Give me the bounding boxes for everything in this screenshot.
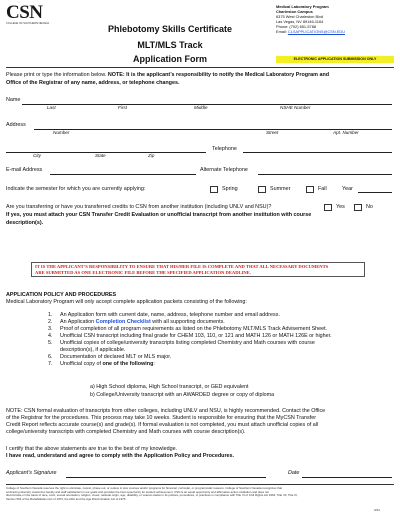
date-input-line[interactable] <box>302 477 392 478</box>
address-sub-apt: Apt. Number <box>333 130 359 135</box>
address-sub-number: Number <box>53 130 70 135</box>
year-label: Year <box>342 186 353 192</box>
policy-item-2-post: with all supporting documents. <box>150 319 225 325</box>
summer-checkbox[interactable] <box>258 186 266 193</box>
electronic-submission-banner: ELECTRONIC APPLICATION SUBMISSION ONLY <box>276 56 394 63</box>
alt-phone-input-line[interactable] <box>258 174 392 175</box>
contact-address-1: 6375 West Charleston Blvd <box>276 14 324 19</box>
name-sub-last: Last <box>47 105 56 110</box>
transfer-note-2: description(s). <box>6 220 44 226</box>
city-sub: City <box>33 153 41 158</box>
name-sub-first: First <box>118 105 127 110</box>
header-divider <box>6 67 394 68</box>
policy-note-1: NOTE: CSN formal evaluation of transcripts from other colleges, including UNLV and NSU, is highly recommended. Contact the Office <box>6 408 326 414</box>
year-input-line[interactable] <box>358 192 392 193</box>
policy-item-3: Proof of completion of all program requirements as listed on the Phlebotomy MLT/MLS Track Advisement Sheet. <box>60 326 328 332</box>
fall-label: Fall <box>318 186 327 192</box>
intro-line-1 <box>6 72 396 79</box>
signature-input-line[interactable] <box>66 477 266 478</box>
email-label: E-mail Address <box>6 167 43 173</box>
spring-label: Spring <box>222 186 238 192</box>
transfer-note-1: If yes, you must attach your CSN Transfer Credit Evaluation or unofficial transcript from another institution with course <box>6 212 312 218</box>
policy-item-7-bold: one of the following <box>102 361 154 367</box>
telephone-input-line[interactable] <box>243 152 392 153</box>
policy-item-7-num: 7. <box>48 361 53 367</box>
contact-email-link[interactable]: CLSAPPLICATIONS@CSN.EDU <box>287 29 345 34</box>
warning-line-1: IT IS THE APPLICANT’S RESPONSIBILITY TO ENSURE THAT HIS/HER FILE IS COMPLETE AND THAT ALL NECESSARY DOCUMENTS <box>35 264 329 269</box>
name-sub-middle: Middle <box>194 105 208 110</box>
form-title-line-1: Phlebotomy Skills Certificate <box>107 24 233 34</box>
address-label: Address <box>6 122 26 128</box>
contact-phone: Phone: (702) 651-5788 <box>276 24 317 29</box>
policy-heading: APPLICATION POLICY AND PROCEDURES <box>6 292 117 298</box>
zip-sub: Zip <box>148 153 155 158</box>
policy-item-4: Unofficial CSN transcript including final grade for CHEM 103, 110, or 121 and MATH 126 or MATH 126E or higher. <box>60 333 332 339</box>
name-sub-nshe: NSHE Number <box>280 105 311 110</box>
email-input-line[interactable] <box>50 174 196 175</box>
responsibility-warning-box <box>31 262 365 277</box>
address-sub-street: Street <box>266 130 279 135</box>
warning-line-2: ARE SUBMITTED AS ONE ELECTRONIC FILE BEFORE THE SPECIFIED APPLICATION DEADLINE. <box>35 270 251 275</box>
date-label: Date <box>288 470 300 476</box>
certify-agreement: I have read, understand and agree to comply with the Application Policy and Procedures. <box>6 453 235 459</box>
completion-checklist-link[interactable]: Completion Checklist <box>95 319 151 325</box>
policy-note-3: Credit Report reflects accurate course(s) and grade(s). If formal evaluation is not completed, you must attach unofficial copies of all <box>6 422 319 428</box>
alt-phone-label: Alternate Telephone <box>200 167 248 173</box>
policy-item-7 <box>60 361 396 368</box>
policy-note-2: of the Registrar for the procedures. This process may take 10 weeks. Student is responsible for ensuring that the MyCSN Transfer <box>6 415 317 421</box>
transfer-no-label: No <box>366 204 373 210</box>
csn-logo <box>6 4 52 48</box>
policy-item-2-num: 2. <box>48 319 53 325</box>
intro-plain: Please print or type the information below. <box>6 72 107 78</box>
policy-sub-a: a) High School diploma, High School transcript, or GED equivalent <box>90 384 249 390</box>
telephone-label: Telephone <box>212 146 237 152</box>
policy-sub-b: b) College/University transcript with an AWARDED degree or copy of diploma <box>90 392 275 398</box>
policy-item-5-cont: description(s), if applicable. <box>60 347 126 353</box>
certify-statement: I certify that the above statements are true to the best of my knowledge. <box>6 446 178 452</box>
transfer-yes-label: Yes <box>336 204 345 210</box>
intro-line-2: Office of the Registrar of any name, address, or telephone changes. <box>6 80 180 86</box>
form-title-line-2: MLT/MLS Track <box>137 40 203 50</box>
footer-disclaimer <box>6 487 391 501</box>
footer-line-1: College of Southern Nevada reserves the right to eliminate, cancel, phase out, or reduce in size courses and/or programs for financial, curricular, or programmatic reasons. College of Southern Nevada recognizes that <box>6 486 283 490</box>
footer-divider <box>6 484 394 485</box>
contact-campus: Charleston Campus <box>276 9 313 14</box>
contact-email-row <box>276 29 396 34</box>
policy-item-5-num: 5. <box>48 340 53 346</box>
footer-line-2: embracing diversity maximizes faculty and staff satisfaction in our goals and provides the best opportunity for student achievement. CSN is an equal opportunity and affirmative action institution and does not <box>6 489 269 494</box>
policy-item-2-pre: An Application <box>60 319 96 325</box>
contact-block <box>276 4 396 34</box>
logo-text: CSN <box>6 2 43 23</box>
policy-item-6: Documentation of declared MLT or MLS major. <box>60 354 172 360</box>
policy-item-4-num: 4. <box>48 333 53 339</box>
policy-item-6-num: 6. <box>48 354 53 360</box>
contact-address-2: Las Vegas, NV 89146-1164 <box>276 19 324 24</box>
contact-program: Medical Laboratory Program <box>276 4 329 9</box>
footer-line-4: Section 504 of the Rehabilitation Act of 1973, the ADA and the Age Discrimination Act of 1975. <box>6 496 127 501</box>
policy-note-4: college/university transcripts with completed Chemistry and Math courses with course description(s). <box>6 429 246 435</box>
policy-item-1: An Application form with current date, name, address, telephone number and email address. <box>60 312 280 318</box>
form-title-line-3: Application Form <box>133 54 207 64</box>
transfer-yes-checkbox[interactable] <box>324 204 332 211</box>
state-sub: State <box>95 153 106 158</box>
policy-item-7-post: : <box>153 361 155 367</box>
policy-item-1-num: 1. <box>48 312 53 318</box>
policy-intro: Medical Laboratory Program will only accept complete application packets consisting of the following: <box>6 299 247 305</box>
contact-email-label: Email: <box>276 29 287 34</box>
transfer-question: Are you transferring or have you transferred credits to CSN from another institution (including UNLV and NSU)? <box>6 204 272 210</box>
spring-checkbox[interactable] <box>210 186 218 193</box>
footer-line-3: discriminate on the basis of race, color, sexual orientation, religion, creed, national origin, age, disability, or veteran status in its policies, procedures, or practices in compliance with Title VI of Civil Rights Act 1964, Title VII, Title IX, <box>6 493 298 498</box>
policy-item-3-num: 3. <box>48 326 53 332</box>
policy-item-5: Unofficial copies of college/university transcripts listing completed Chemistry and Math courses with course <box>60 340 315 346</box>
summer-label: Summer <box>270 186 291 192</box>
name-label: Name <box>6 97 21 103</box>
transfer-no-checkbox[interactable] <box>354 204 362 211</box>
signature-label: Applicant’s Signature <box>6 470 57 476</box>
version-date: 3/24 <box>374 508 380 512</box>
intro-bold-1: NOTE: It is the applicant’s responsibility to notify the Medical Laboratory Program and <box>107 72 330 78</box>
logo-subtext: COLLEGE OF SOUTHERN NEVADA <box>6 22 50 25</box>
semester-question: Indicate the semester for which you are currently applying: <box>6 186 146 192</box>
policy-item-7-pre: Unofficial copy of <box>60 361 103 367</box>
fall-checkbox[interactable] <box>306 186 314 193</box>
policy-item-2 <box>60 319 396 326</box>
